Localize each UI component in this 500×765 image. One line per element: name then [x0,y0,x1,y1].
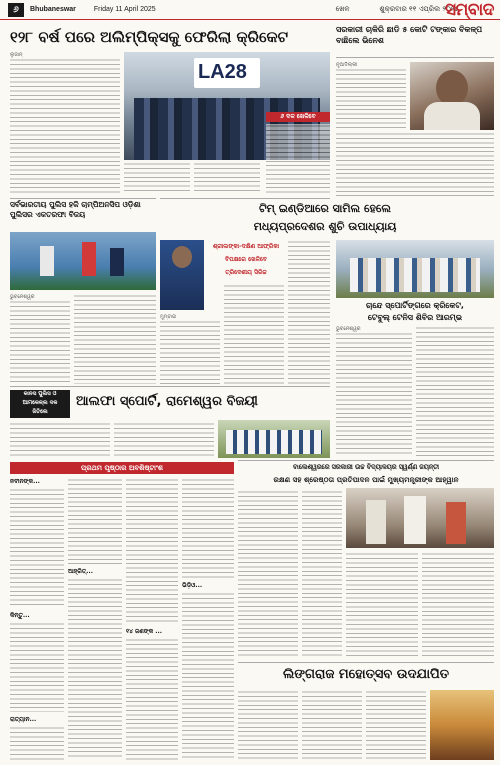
masthead [0,0,500,20]
camp-photo [336,240,494,298]
vinesh-headline-box [336,24,494,58]
vinesh-headline: ସରକାରୀ ଚାକିରି ଛାଡି ୫ କୋଟି ଟଙ୍କାର ବିକଳ୍ପ ବାଛିଲେ ଭିନେଶ [336,25,483,45]
cm-body-col3 [346,552,418,658]
shuchi-kicker-2: ବିପକ୍ଷରେ ଖେଳିବେ [225,256,267,263]
cont-col3a [126,478,178,624]
cont-sub-6: ଭିଡ଼ିଓ... [182,582,203,589]
alpha-kicker [10,390,70,418]
cont-sub-2: ଆହ୍ରିତ୍... [68,568,93,575]
alpha-kicker-3: ଜିତିଲେ [32,409,48,415]
lead-dateline: ଲୁଜାନ୍ [10,52,23,58]
shuchi-body-col2 [224,284,284,384]
newspaper-logo: ସମ୍ବାଦ [445,0,494,20]
cont-col4b [182,592,234,760]
camp-dateline: ଭୁବନେଶ୍ୱର [336,326,361,332]
vinesh-dateline: ନୂଆଦିଲ୍ଲୀ [336,62,358,68]
cont-sub-1: ନବୀନଙ୍କ... [10,478,40,485]
alpha-body-col2 [114,422,214,458]
cont-col4a [182,478,234,578]
page-number: ୬ [8,3,24,17]
hockey-body-col1 [10,300,70,384]
cm-body-col2 [302,490,342,658]
camp-headline-1: ଚାନ୍ଦେ ସ୍ପୋର୍ଟିଙ୍ଗରେ କ୍ରିକେଟ, [366,301,464,310]
shuchi-body-col3 [288,240,330,384]
cont-sub-5: ୧୪ ଜଣଙ୍କ ... [126,628,163,635]
cont-col2a [68,478,122,564]
lead-body-col3 [194,162,260,194]
vinesh-photo [410,62,494,130]
hockey-photo [10,232,156,290]
cont-sub-3: କିନ୍ତୁ... [10,612,30,619]
alpha-kicker-2: ଆମକେଳ୍ଲ ଦଳ [22,400,58,406]
alpha-body-col1 [10,422,110,458]
shuchi-headline-1: ଟିମ୍ ଇଣ୍ଡିଆରେ ସାମିଲ ହେଲେ [259,202,391,215]
cont-col1c [10,726,64,760]
lead-headline: ୧୨୮ ବର୍ଷ ପରେ ଅଲିମ୍ପିକ୍ସକୁ ଫେରିଲା କ୍ରିକେଟ [10,28,288,46]
alpha-kicker-1: କାନସ ପୁଲିସ ଓ [23,391,57,397]
lingaraj-photo [430,690,494,760]
cont-col3b [126,638,178,760]
cont-col1a [10,488,64,608]
continuation-banner-box [10,462,234,474]
shuchi-kicker [208,240,284,280]
cm-headline-1: ବାଲେଶ୍ୱରରେ ସରକାରୀ ଉଚ୍ଚ ବିଦ୍ୟାଳୟର ସ୍ୱର୍ଣ୍ଣ ଜୟନ୍ତୀ [292,464,440,471]
sidebar-body [266,124,330,194]
vinesh-body-col1 [336,68,406,130]
alpha-headline: ଆଲଫା ସ୍ପୋର୍ଟି, ରାମେଶ୍ୱର ବିଜୟୀ [76,394,258,409]
cont-col1b [10,622,64,712]
shuchi-kicker-1: ଶ୍ରୀଲଙ୍କା-ଦକ୍ଷିଣ ଆଫ୍ରିକା [212,243,280,250]
lead-body-col2 [124,162,190,194]
lingaraj-headline: ଲିଙ୍ଗରାଜ ମହୋତ୍ସବ ଉଦଯାପିତ [282,667,450,682]
la28-logo: LA28 [198,61,247,83]
alpha-photo [218,420,330,458]
cm-photo [346,488,494,548]
camp-headline-2: ଟେବୁଲ୍ ଟେନିସ ଶିବିର ଆରମ୍ଭ [367,313,463,322]
cm-body-col1 [238,490,298,658]
cm-body-col4 [422,552,494,658]
camp-body-col1 [336,332,412,456]
continuation-banner: ପ୍ରଥମ ପୃଷ୍ଠାର ଅବଶିଷ୍ଟାଂଶ [81,464,163,472]
lingaraj-body-col1 [238,690,298,760]
shuchi-body-col1 [160,320,220,384]
camp-body-col2 [416,326,494,456]
shuchi-photo [160,240,204,310]
shuchi-kicker-3: ତ୍ରିଦେଶୀୟ ସିରିଜ [225,269,267,276]
cont-sub-4: ରାତ୍ୟାନ... [10,716,37,723]
lingaraj-body-col2 [302,690,362,760]
date: Friday 11 April 2025 [93,6,156,13]
shuchi-headline-2: ମଧ୍ୟପ୍ରଦେଶର ଶୁଚି ଉପାଧ୍ୟାୟ [253,220,397,233]
odia-date: ଶୁକ୍ରବାର ୧୧ ଏପ୍ରିଲ ୨୦୨୫ [379,5,459,13]
cont-col2b [68,578,122,760]
hockey-headline: ସର୍ବଭାରତୀୟ ପୁଲିସ ହକି ଚାମ୍ପିଅନସିପ ଓଡ଼ିଶା ପୁଲିସର ଏକତରଫା ବିଜୟ [10,200,141,219]
cm-headline-2: ରକ୍ଷଣ ସହ ଶ୍ରେଷ୍ଠତା ପ୍ରତିପାଦନ ପାଇଁ ମୁଖ୍ୟମନ୍ତ୍ରୀଙ୍କ ଆହ୍ୱାନ [273,475,459,484]
hockey-body-col2 [74,294,156,384]
sidebar-banner [266,112,330,122]
lead-body-col1 [10,58,120,194]
shuchi-dateline: ମୁମ୍ବାଇ [160,314,177,320]
section-label: ଖେଳ [335,5,350,13]
edition: Bhubaneswar [30,6,76,13]
hockey-dateline: ଭୁବନେଶ୍ୱର [10,294,35,300]
lingaraj-body-col3 [366,690,426,760]
vinesh-body-col2 [336,132,494,196]
sidebar-title: ୬ ଦଳ ଖେଳିବେ [280,113,316,120]
